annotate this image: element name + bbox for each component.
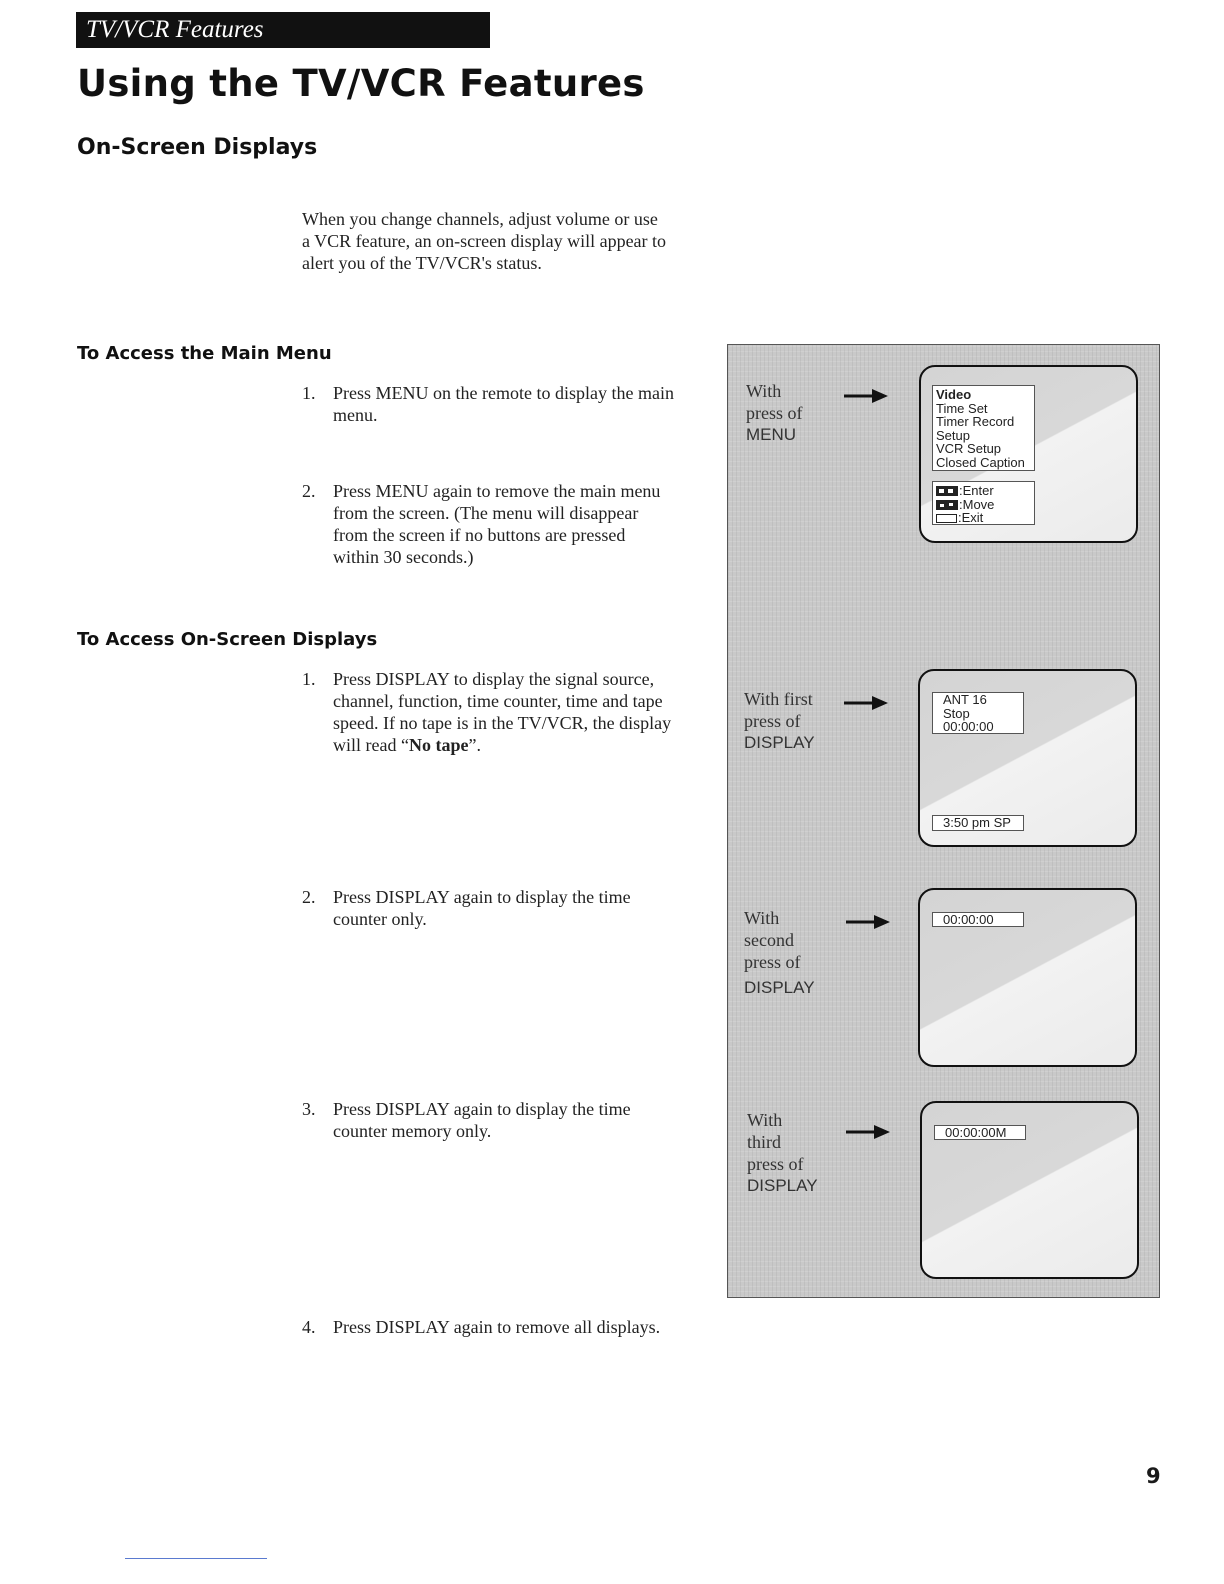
- counter-memory-osd: 00:00:00M: [934, 1125, 1026, 1140]
- section-heading-onscreen: On-Screen Displays: [77, 135, 318, 160]
- exit-key-icon: [936, 514, 957, 523]
- tv-screen-third-display: [920, 1101, 1139, 1279]
- tv-screen-second-display: [918, 888, 1137, 1067]
- page-number: 9: [1146, 1464, 1161, 1488]
- section-tab: TV/VCR Features: [76, 12, 490, 48]
- tv-screen-main-menu: [919, 365, 1138, 543]
- status-osd: ANT 16 Stop 00:00:00: [932, 692, 1024, 734]
- tv-screen-first-display: [918, 669, 1137, 847]
- right-arrow-icon: [846, 915, 890, 929]
- subheading-onscreen-displays: To Access On-Screen Displays: [77, 629, 378, 650]
- move-key-icon: [936, 500, 958, 510]
- menu-legend-osd: :Enter :Move :Exit: [932, 481, 1035, 525]
- intro-paragraph: When you change channels, adjust volume or use a VCR feature, an on-screen display will appear to alert you of the TV/VCR's status.: [302, 209, 667, 273]
- panel1-label: With press of MENU: [746, 381, 803, 444]
- panel2-label: With first press of DISPLAY: [744, 689, 815, 752]
- subheading-main-menu: To Access the Main Menu: [77, 343, 332, 364]
- panel4-label: With third press of DISPLAY: [747, 1110, 818, 1195]
- main-menu-osd: Video Time Set Timer Record Setup VCR Setup Closed Caption: [932, 385, 1035, 471]
- right-arrow-icon: [844, 389, 888, 403]
- footer-rule: [125, 1558, 267, 1559]
- panel3-label: With second press of DISPLAY: [744, 908, 815, 997]
- illustration-panel: [727, 344, 1160, 1298]
- time-speed-osd: 3:50 pm SP: [932, 815, 1024, 831]
- counter-osd: 00:00:00: [932, 912, 1024, 927]
- page-title: Using the TV/VCR Features: [77, 62, 645, 105]
- right-arrow-icon: [844, 696, 888, 710]
- enter-key-icon: [936, 486, 958, 496]
- right-arrow-icon: [846, 1125, 890, 1139]
